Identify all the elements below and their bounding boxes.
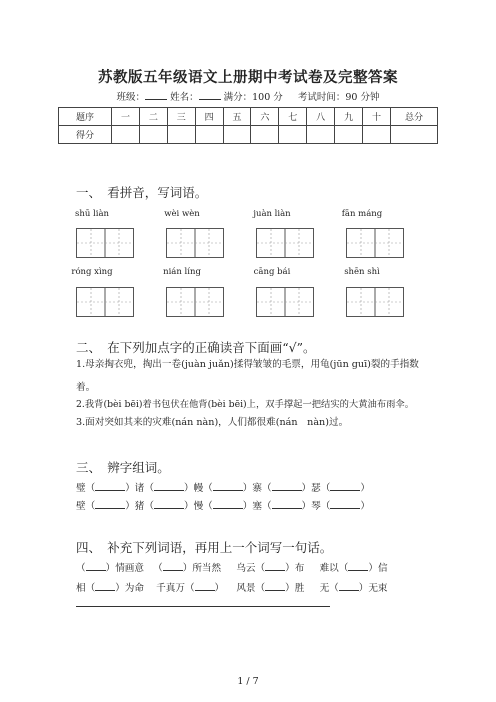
char: 壁	[76, 501, 86, 512]
answer-blank[interactable]	[330, 499, 360, 509]
char: 璧	[76, 483, 86, 494]
answer-blank[interactable]	[265, 561, 285, 571]
tianzige-box[interactable]	[256, 228, 314, 258]
score-cell: 总分	[391, 108, 438, 126]
tianzige-box[interactable]	[256, 287, 314, 317]
section-4-heading: 四、 补充下列词语，再用上一个词写一句话。	[76, 540, 333, 555]
pinyin-label: róng xìng	[71, 267, 113, 277]
name-label: 姓名：	[170, 92, 199, 103]
idiom-row-2: 相（ ）为命 千真万（ ） 风景（ ）胜 无（ ）无束	[76, 583, 388, 594]
char: 幔	[193, 483, 204, 494]
score-table	[58, 107, 438, 144]
tianzige-box[interactable]	[346, 287, 404, 317]
char: 诸	[134, 483, 145, 494]
score-input-cell[interactable]	[391, 126, 438, 144]
question-2-1: 1.母亲掏衣兜，掏出一卷(juàn juǎn)揉得皱皱的毛票，用龟(jūn guī)裂的手指数	[76, 359, 419, 370]
char: 猪	[134, 501, 145, 512]
page-title: 苏教版五年级语文上册期中考试卷及完整答案	[98, 69, 398, 86]
score-cell: 题序	[59, 108, 112, 126]
pinyin-label: nián líng	[163, 267, 201, 277]
answer-blank[interactable]	[154, 499, 184, 509]
score-input-cell[interactable]	[251, 126, 279, 144]
exam-time: 考试时间：90 分钟	[297, 92, 380, 103]
answer-blank[interactable]	[163, 561, 183, 571]
score-cell: 六	[251, 108, 279, 126]
score-input-cell[interactable]	[112, 126, 140, 144]
char: 慢	[193, 501, 204, 512]
page-number: 1 / 7	[237, 676, 259, 687]
idiom-text: 布	[294, 563, 305, 574]
answer-blank[interactable]	[272, 481, 302, 491]
answer-blank[interactable]	[265, 581, 285, 591]
char-group-row-2: 壁（ ）猪（ ）慢（ ）塞（ ）琴（ ）	[76, 501, 370, 512]
pinyin-label: shū liàn	[75, 209, 109, 219]
score-label-cell: 得分	[59, 126, 112, 144]
answer-blank[interactable]	[339, 581, 359, 591]
idiom-text: 相	[76, 583, 86, 594]
score-cell: 九	[335, 108, 363, 126]
char-group-row-1: 璧（ ）诸（ ）幔（ ）寨（ ）瑟（ ）	[76, 483, 370, 494]
tianzige-box[interactable]	[166, 228, 224, 258]
score-input-cell[interactable]	[307, 126, 335, 144]
section-1-heading: 一、 看拼音，写词语。	[76, 185, 208, 200]
class-label: 班级：	[116, 92, 146, 103]
answer-blank[interactable]	[154, 481, 184, 491]
idiom-text: 胜	[294, 583, 305, 594]
char: 琴	[311, 501, 321, 512]
pinyin-label: wèi wèn	[164, 209, 200, 219]
score-cell: 五	[223, 108, 251, 126]
score-input-cell[interactable]	[167, 126, 195, 144]
idiom-text: 千真万	[156, 583, 185, 594]
tianzige-box[interactable]	[346, 228, 404, 258]
answer-blank[interactable]	[86, 561, 106, 571]
pinyin-label: juàn liàn	[253, 209, 291, 219]
full-score: 满分：100 分	[223, 92, 283, 103]
score-cell: 一	[112, 108, 140, 126]
idiom-text: 情画意	[115, 563, 144, 574]
section-3-heading: 三、 辨字组词。	[76, 460, 170, 475]
tianzige-box[interactable]	[76, 228, 134, 258]
score-input-cell[interactable]	[139, 126, 167, 144]
idiom-text: 所当然	[192, 563, 222, 574]
char: 寨	[252, 483, 262, 494]
score-input-cell[interactable]	[195, 126, 223, 144]
tianzige-box[interactable]	[166, 287, 224, 317]
score-cell: 三	[167, 108, 195, 126]
score-cell: 四	[195, 108, 223, 126]
pinyin-label: cāng bái	[253, 267, 291, 277]
answer-blank[interactable]	[95, 581, 115, 591]
idiom-row-1: （ ）情画意 （ ）所当然 乌云（ ）布 难以（ ）信	[76, 563, 388, 574]
answer-blank[interactable]	[213, 481, 243, 491]
idiom-text: 无束	[368, 583, 388, 594]
answer-blank[interactable]	[330, 481, 360, 491]
score-input-cell[interactable]	[335, 126, 363, 144]
idiom-text: 难以	[319, 563, 339, 574]
pinyin-label: shēn shì	[344, 267, 380, 277]
score-input-cell[interactable]	[279, 126, 307, 144]
answer-blank[interactable]	[195, 581, 215, 591]
score-cell: 八	[307, 108, 335, 126]
answer-blank[interactable]	[348, 561, 368, 571]
idiom-text: 为命	[124, 583, 144, 594]
score-table-score-row	[59, 126, 438, 144]
answer-blank[interactable]	[213, 499, 243, 509]
score-input-cell[interactable]	[363, 126, 391, 144]
idiom-text: 乌云	[236, 563, 256, 574]
question-2-1-cont: 着。	[76, 382, 96, 393]
idiom-text: 风景	[236, 583, 256, 594]
score-cell: 二	[139, 108, 167, 126]
answer-blank[interactable]	[272, 499, 302, 509]
char: 瑟	[311, 483, 321, 494]
section-2-heading: 二、 在下列加点字的正确读音下面画“√”。	[76, 340, 316, 355]
question-2-3: 3.面对突如其来的灾难(nán nàn)，人们都很难(nán nàn)过。	[76, 417, 349, 428]
question-2-2: 2.我背(bèi bēi)着书包伏在他背(bèi bēi)上，双手撑起一把结实的大黄油布雨伞。	[76, 399, 415, 410]
idiom-text: 信	[377, 563, 388, 574]
char: 塞	[252, 501, 262, 512]
class-blank[interactable]	[145, 90, 167, 100]
score-table-header-row	[59, 108, 438, 126]
name-blank[interactable]	[199, 90, 221, 100]
sentence-answer-line[interactable]	[76, 606, 330, 607]
pinyin-label: fān máng	[341, 209, 383, 219]
tianzige-box[interactable]	[76, 287, 134, 317]
answer-blank[interactable]	[95, 499, 125, 509]
score-cell: 七	[279, 108, 307, 126]
score-input-cell[interactable]	[223, 126, 251, 144]
score-cell: 十	[363, 108, 391, 126]
idiom-text: 无	[319, 583, 330, 594]
answer-blank[interactable]	[95, 481, 125, 491]
exam-info	[0, 89, 496, 103]
